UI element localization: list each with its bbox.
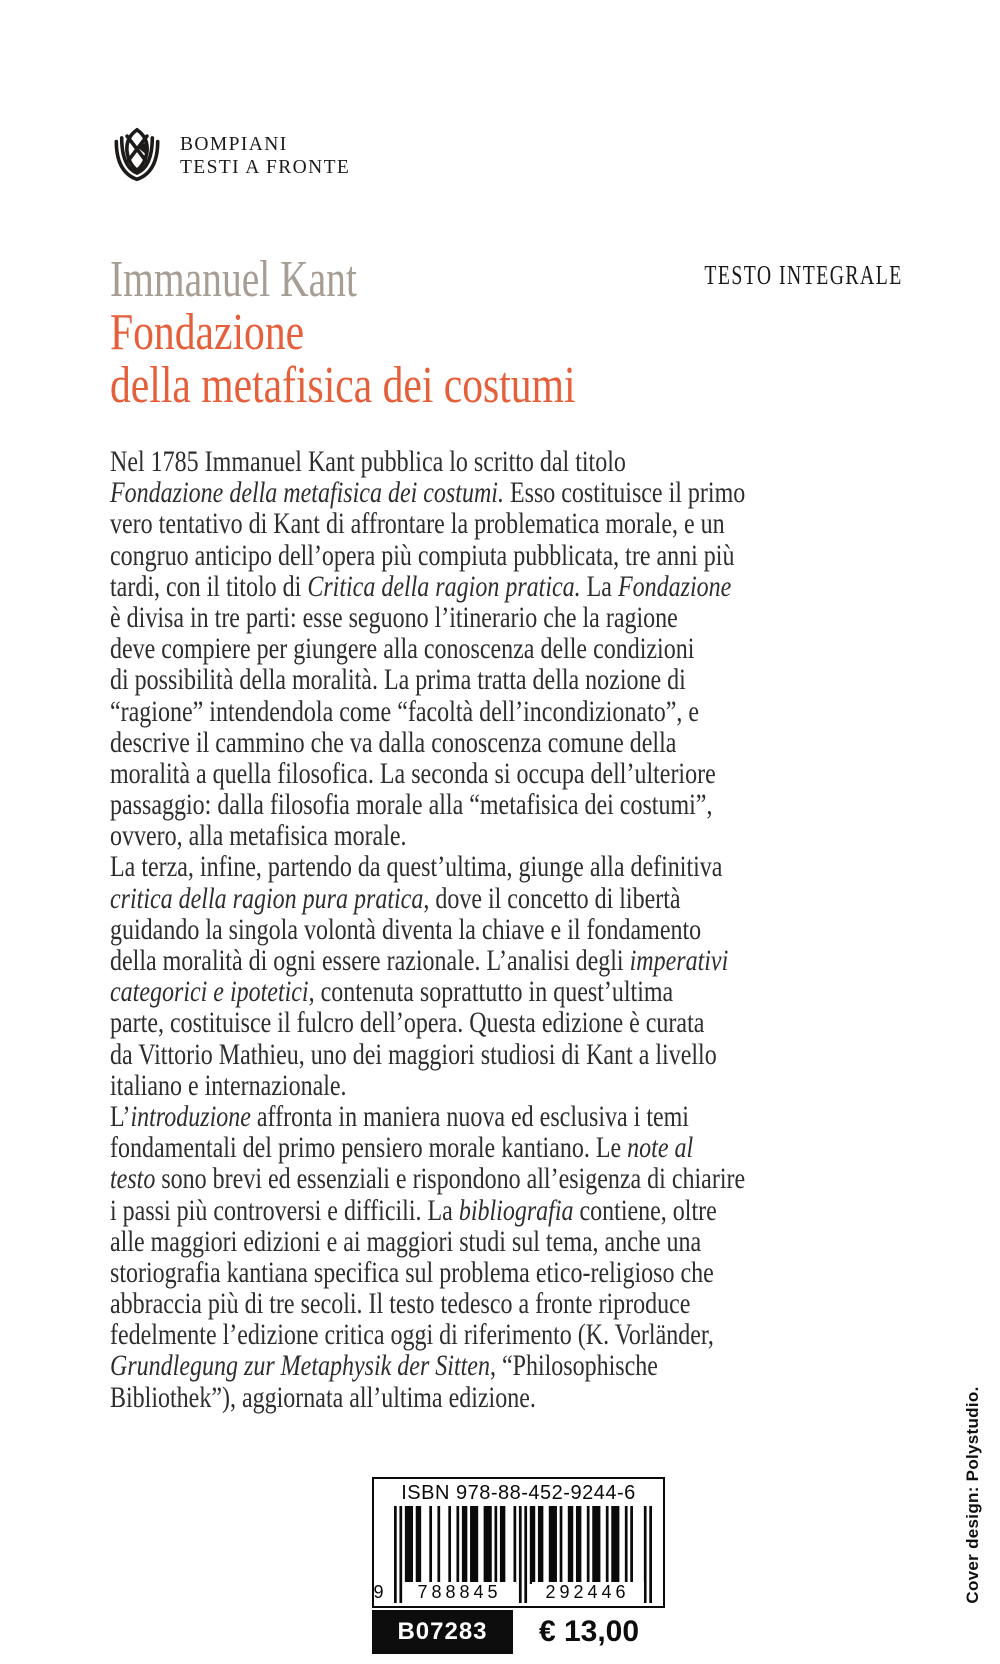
author-name: Immanuel Kant [110, 251, 357, 308]
body-line: fedelmente l’edizione critica oggi di riferimento (K. Vorländer, [110, 1318, 714, 1352]
book-title-line1: Fondazione [110, 304, 305, 361]
body-line: descrive il cammino che va dalla conoscenza comune della [110, 725, 677, 759]
body-line: Fondazione della metafisica dei costumi. Esso costituisce il primo [110, 476, 746, 510]
body-line: critica della ragion pura pratica, dove il concetto di libertà [110, 881, 681, 915]
book-title [110, 306, 576, 412]
isbn-label: ISBN 978-88-452-9244-6 [401, 1482, 636, 1504]
barcode-digit-lead: 9 [373, 1582, 388, 1602]
body-text [110, 446, 910, 1413]
body-line: parte, costituisce il fulcro dell’opera. Questa edizione è curata [110, 1006, 705, 1040]
bompiani-logo-icon [110, 126, 164, 184]
body-line: ovvero, alla metafisica morale. [110, 819, 407, 853]
body-line: della moralità di ogni essere razionale. L’analisi degli imperativi [110, 944, 729, 977]
body-line: “ragione” intendendola come “facoltà dell’incondizionato”, e [110, 694, 700, 728]
body-line: fondamentali del primo pensiero morale kantiano. Le note al [110, 1131, 694, 1165]
price: € 13,00 [513, 1610, 665, 1654]
body-line: categorici e ipotetici, contenuta soprattutto in quest’ultima [110, 975, 674, 1009]
cover-design-credit: Cover design: Polystudio. [963, 1386, 982, 1604]
body-line: L’introduzione affronta in maniera nuova ed esclusiva i temi [110, 1099, 689, 1133]
body-line: La terza, infine, partendo da quest’ultima, giunge alla definitiva [110, 850, 723, 884]
body-line: congruo anticipo dell’opera più compiuta pubblicata, tre anni più [110, 538, 735, 572]
body-line: Nel 1785 Immanuel Kant pubblica lo scritto dal titolo [110, 445, 626, 478]
publisher-name-block [180, 126, 350, 179]
body-line: italiano e internazionale. [110, 1068, 347, 1102]
publisher-brand [110, 126, 350, 184]
body-line: tardi, con il titolo di Critica della ragion pratica. La Fondazione [110, 569, 732, 603]
body-line: i passi più controversi e difficili. La bibliografia contiene, oltre [110, 1193, 717, 1227]
body-line: guidando la singola volontà diventa la chiave e il fondamento [110, 912, 702, 946]
body-line: alle maggiori edizioni e ai maggiori studi sul tema, anche una [110, 1224, 702, 1258]
barcode-box [372, 1477, 665, 1608]
body-line: storiografia kantiana specifica sul problema etico-religioso che [110, 1255, 714, 1289]
barcode-digits-left-group: 788845 [404, 1582, 516, 1602]
barcode [373, 1506, 656, 1603]
body-line: vero tentativo di Kant di affrontare la problematica morale, e un [110, 507, 725, 541]
body-line: abbraccia più di tre secoli. Il testo tedesco a fronte riproduce [110, 1287, 691, 1321]
series-name: TESTI A FRONTE [180, 157, 351, 178]
body-line: da Vittorio Mathieu, uno dei maggiori studiosi di Kant a livello [110, 1037, 717, 1071]
body-line: Grundlegung zur Metaphysik der Sitten, “Philosophische [110, 1349, 658, 1383]
barcode-digits-right-group: 292446 [532, 1582, 644, 1602]
body-line: passaggio: dalla filosofia morale alla “metafisica dei costumi”, [110, 788, 713, 822]
body-line: testo sono brevi ed essenziali e rispondono all’esigenza di chiarire [110, 1162, 746, 1196]
edition-code-box: B07283 [372, 1610, 513, 1654]
body-line: moralità a quella filosofica. La seconda si occupa dell’ulteriore [110, 756, 716, 790]
book-title-line2: della metafisica dei costumi [110, 357, 576, 414]
body-line: è divisa in tre parti: esse seguono l’itinerario che la ragione [110, 600, 678, 634]
body-line: Bibliothek”), aggiornata all’ultima edizione. [110, 1380, 536, 1414]
body-line: deve compiere per giungere alla conoscenza delle condizioni [110, 632, 695, 666]
body-line: di possibilità della moralità. La prima tratta della nozione di [110, 663, 686, 697]
edition-badge: TESTO INTEGRALE [704, 260, 903, 290]
publisher-name: BOMPIANI [180, 134, 288, 155]
